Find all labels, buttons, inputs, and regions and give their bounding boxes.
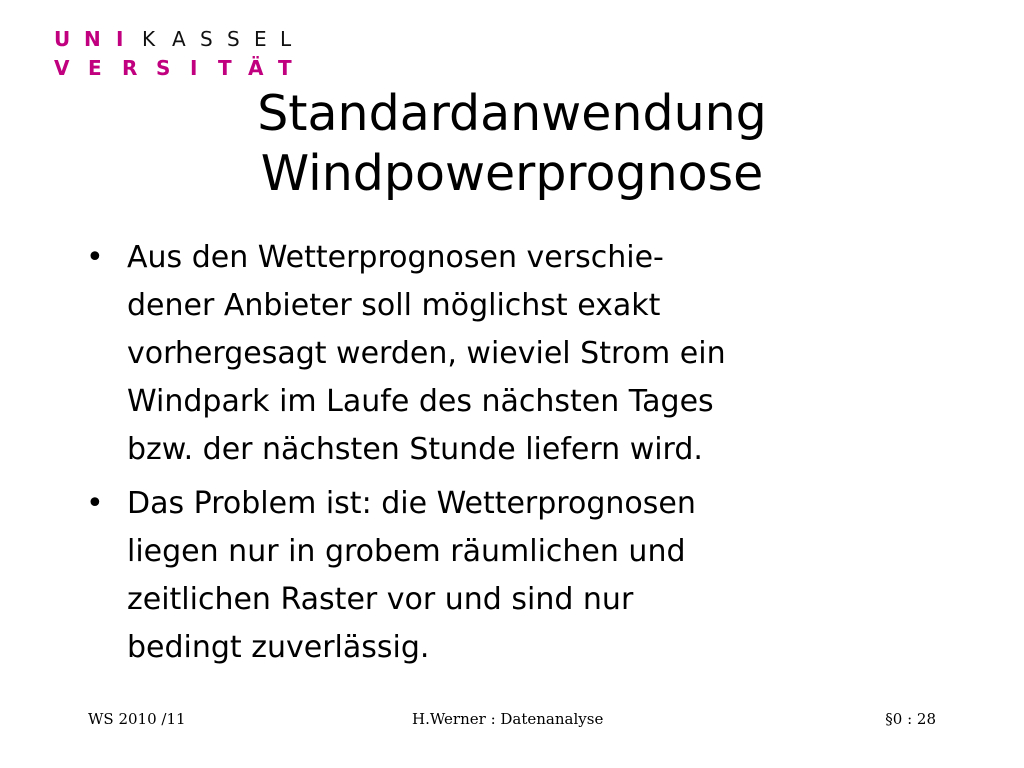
logo-row-bottom: [54, 57, 304, 79]
logo-letter: Ä: [248, 56, 264, 80]
footer-semester: WS 2010 /11: [88, 710, 186, 728]
university-logo: [54, 28, 304, 80]
bullet-icon: •: [86, 486, 104, 521]
slide-content: [86, 234, 966, 678]
bullet-icon: •: [86, 240, 104, 275]
bullet-text-line: vorhergesagt werden, wieviel Strom ein: [127, 336, 726, 371]
bullet-text-line: Aus den Wetterprognosen verschie-: [127, 240, 664, 275]
logo-letter: I: [116, 27, 124, 51]
logo-letter: T: [218, 56, 232, 80]
bullet-text-line: Das Problem ist: die Wetterprognosen: [127, 486, 696, 521]
logo-letter: E: [254, 27, 267, 51]
bullet-text-line: dener Anbieter soll möglichst exakt: [127, 288, 661, 323]
slide-title-line: Windpowerprognose: [260, 145, 764, 202]
logo-letter: S: [200, 27, 213, 51]
footer-author-course: H.Werner : Datenanalyse: [412, 710, 604, 728]
bullet-text-line: bedingt zuverlässig.: [127, 630, 430, 665]
logo-letter: V: [54, 56, 70, 80]
bullet-text-line: bzw. der nächsten Stunde liefern wird.: [127, 432, 703, 467]
logo-letter: U: [54, 27, 71, 51]
logo-letter: T: [278, 56, 292, 80]
logo-letter: R: [122, 56, 138, 80]
slide-title: [112, 84, 912, 204]
logo-letter: E: [88, 56, 102, 80]
slide-footer: [0, 708, 1024, 730]
logo-letter: N: [84, 27, 101, 51]
logo-letter: K: [142, 27, 156, 51]
logo-letter: A: [172, 27, 186, 51]
bullet-text-line: zeitlichen Raster vor und sind nur: [127, 582, 634, 617]
logo-letter: S: [227, 27, 240, 51]
logo-row-top: [54, 28, 304, 50]
slide-title-line: Standardanwendung: [257, 85, 767, 142]
footer-page-number: §0 : 28: [885, 710, 936, 728]
bullet-item: [86, 234, 966, 474]
logo-letter: S: [156, 56, 171, 80]
bullet-text-line: Windpark im Laufe des nächsten Tages: [127, 384, 714, 419]
logo-letter: L: [280, 27, 292, 51]
bullet-item: [86, 480, 966, 672]
bullet-text-line: liegen nur in grobem räumlichen und: [127, 534, 686, 569]
logo-letter: I: [190, 56, 198, 80]
